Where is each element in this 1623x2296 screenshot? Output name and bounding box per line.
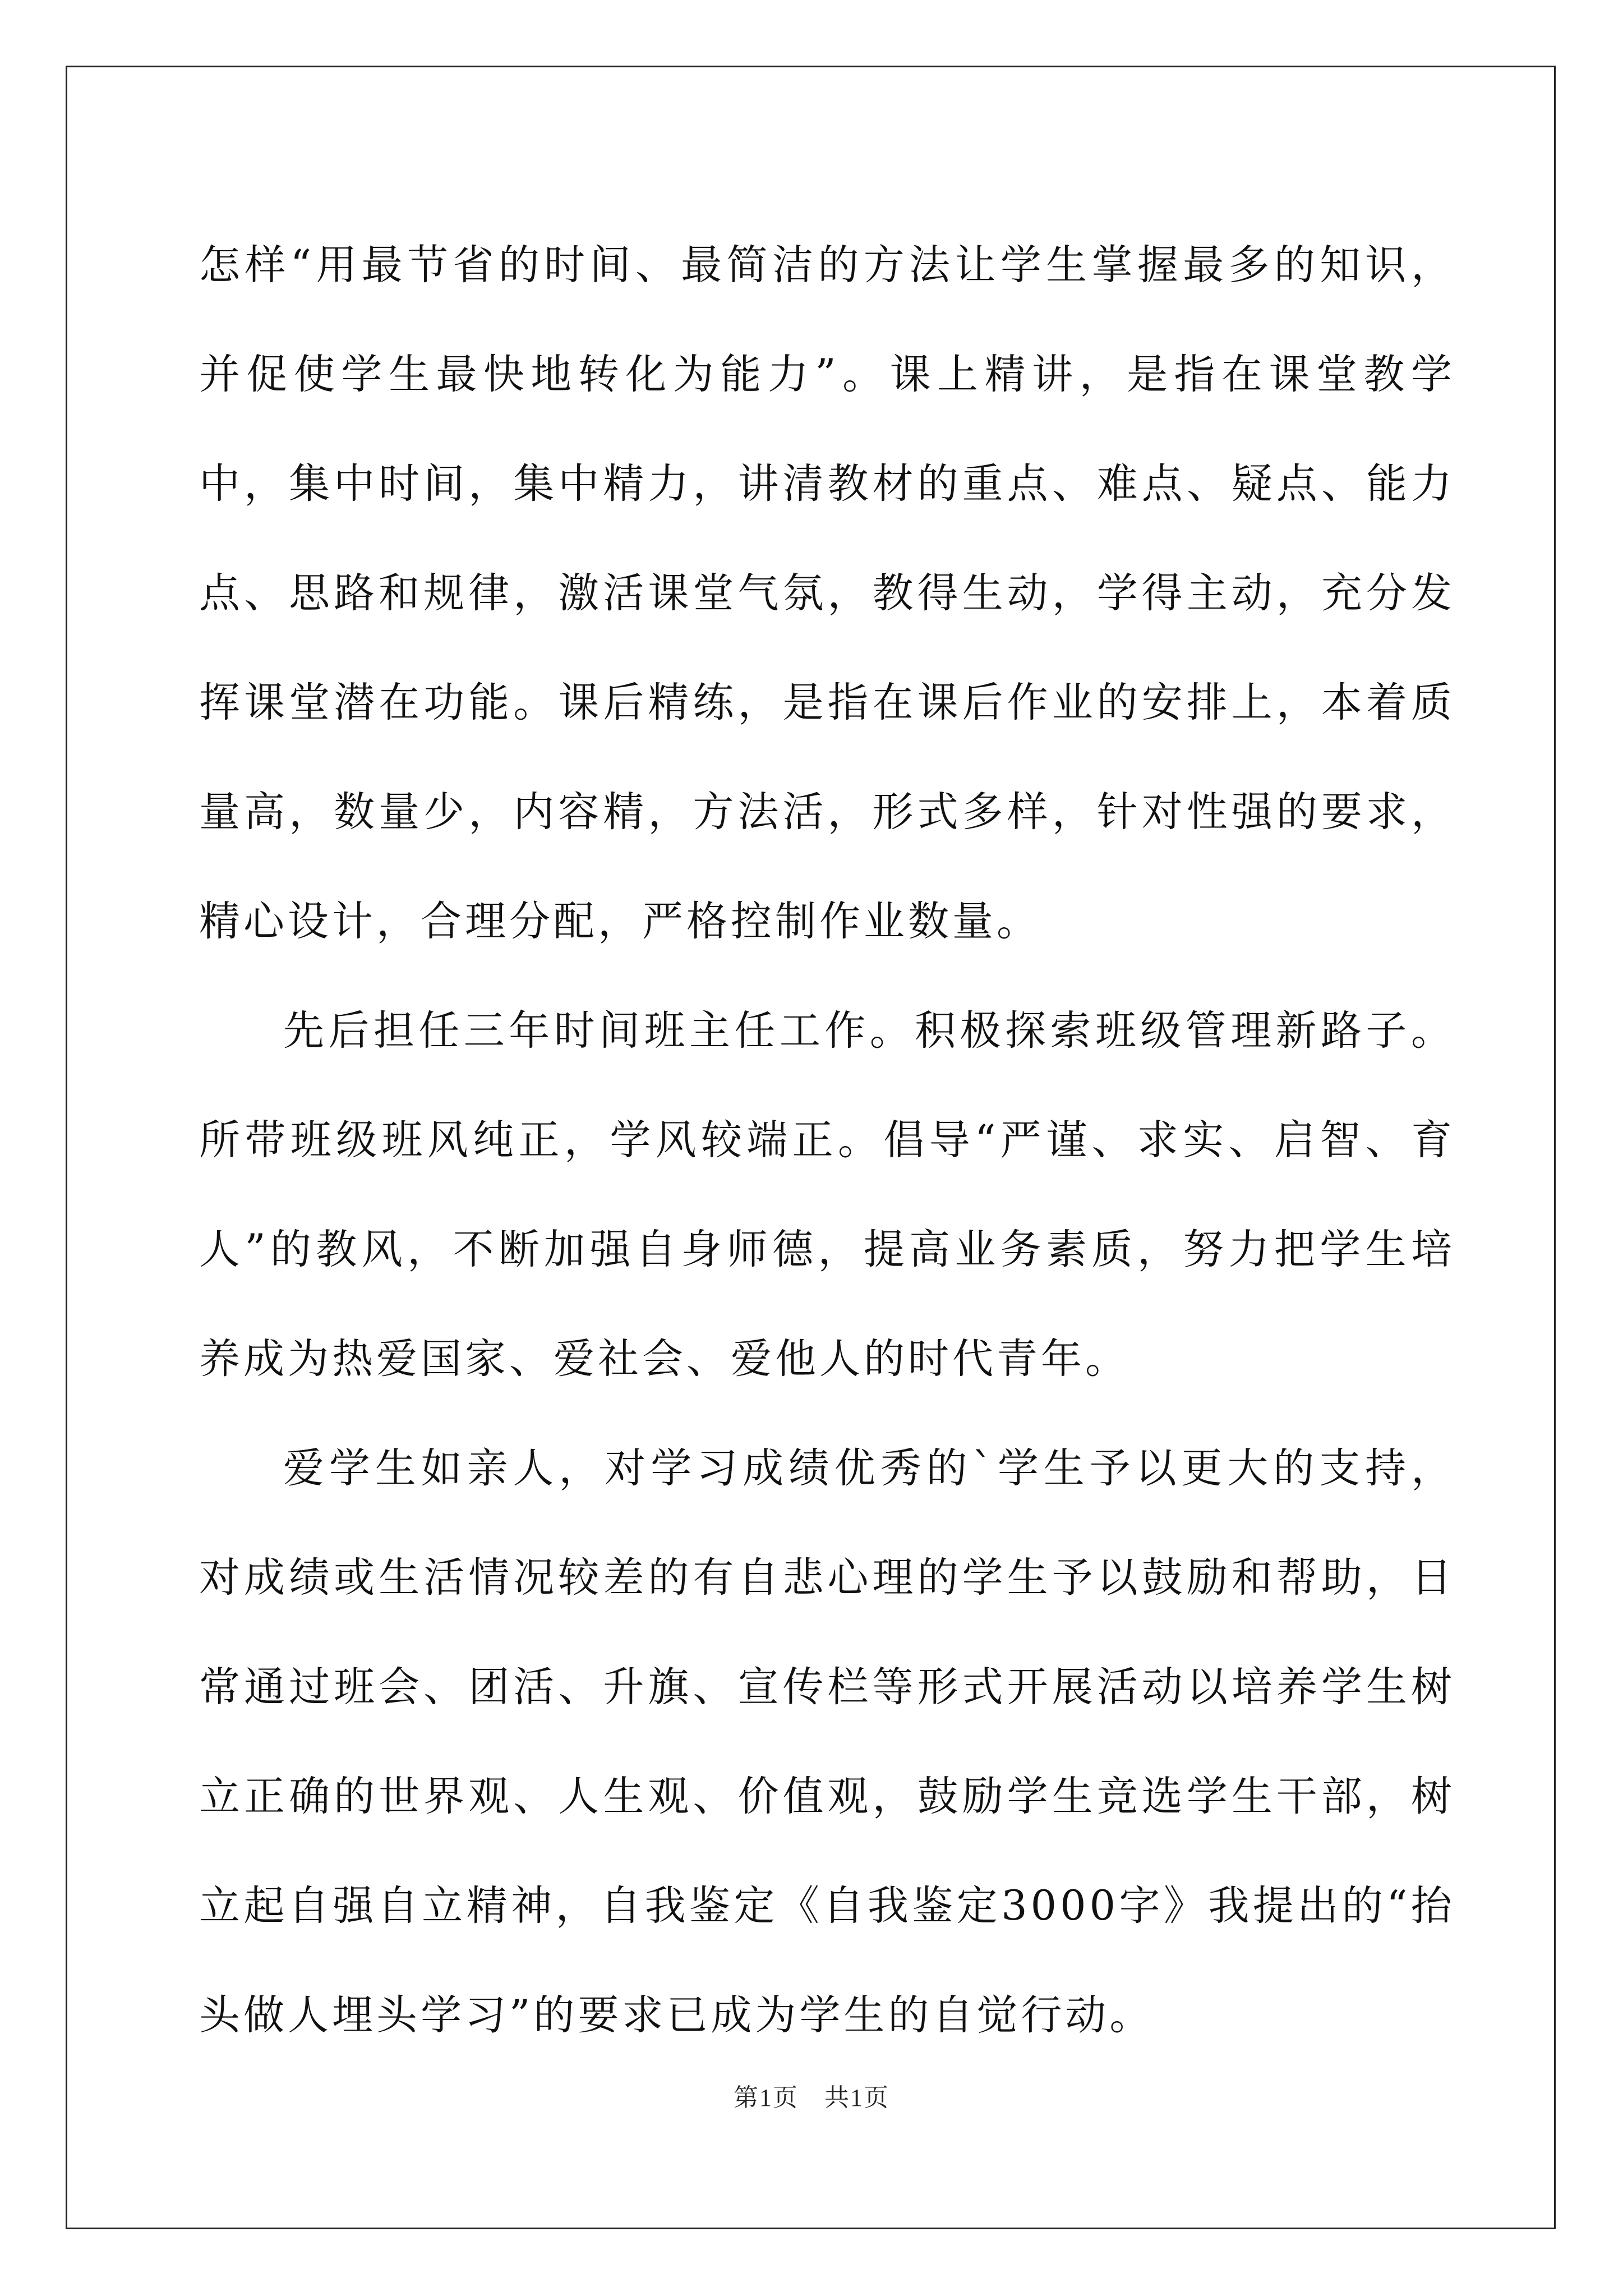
paragraph-1: 怎样“用最节省的时间、最简洁的方法让学生掌握最多的知识，并促使学生最快地转化为能力”。课上精讲，是指在课堂教学中，集中时间，集中精力，讲清教材的重点、难点、疑点、能力点、思路和规律，激活课堂气氛，教得生动，学得主动，充分发挥课堂潜在功能。课后精练，是指在课后作业的安排上，本着质量高，数量少，内容精，方法活，形式多样，针对性强的要求，精心设计，合理分配，严格控制作业数量。 bbox=[199, 241, 1455, 945]
paragraph-3: 爱学生如亲人，对学习成绩优秀的`学生予以更大的支持，对成绩或生活情况较差的有自悲心理的学生予以鼓励和帮助，日常通过班会、团活、升旗、宣传栏等形式开展活动以培养学生树立正确的世界观、人生观、价值观，鼓励学生竞选学生干部，树立起自强自立精神，自我鉴定《自我鉴定3000字》我提出的“抬头做人埋头学习”的要求已成为学生的自觉行动。 bbox=[199, 1444, 1455, 2039]
document-body bbox=[199, 210, 1455, 2070]
paragraph-2: 先后担任三年时间班主任工作。积极探索班级管理新路子。所带班级班风纯正，学风较端正。倡导“严谨、求实、启智、育人”的教风，不断加强自身师德，提高业务素质，努力把学生培养成为热爱国家、爱社会、爱他人的时代青年。 bbox=[199, 1007, 1455, 1383]
page-number-footer: 第1页 共1页 bbox=[734, 2084, 889, 2111]
